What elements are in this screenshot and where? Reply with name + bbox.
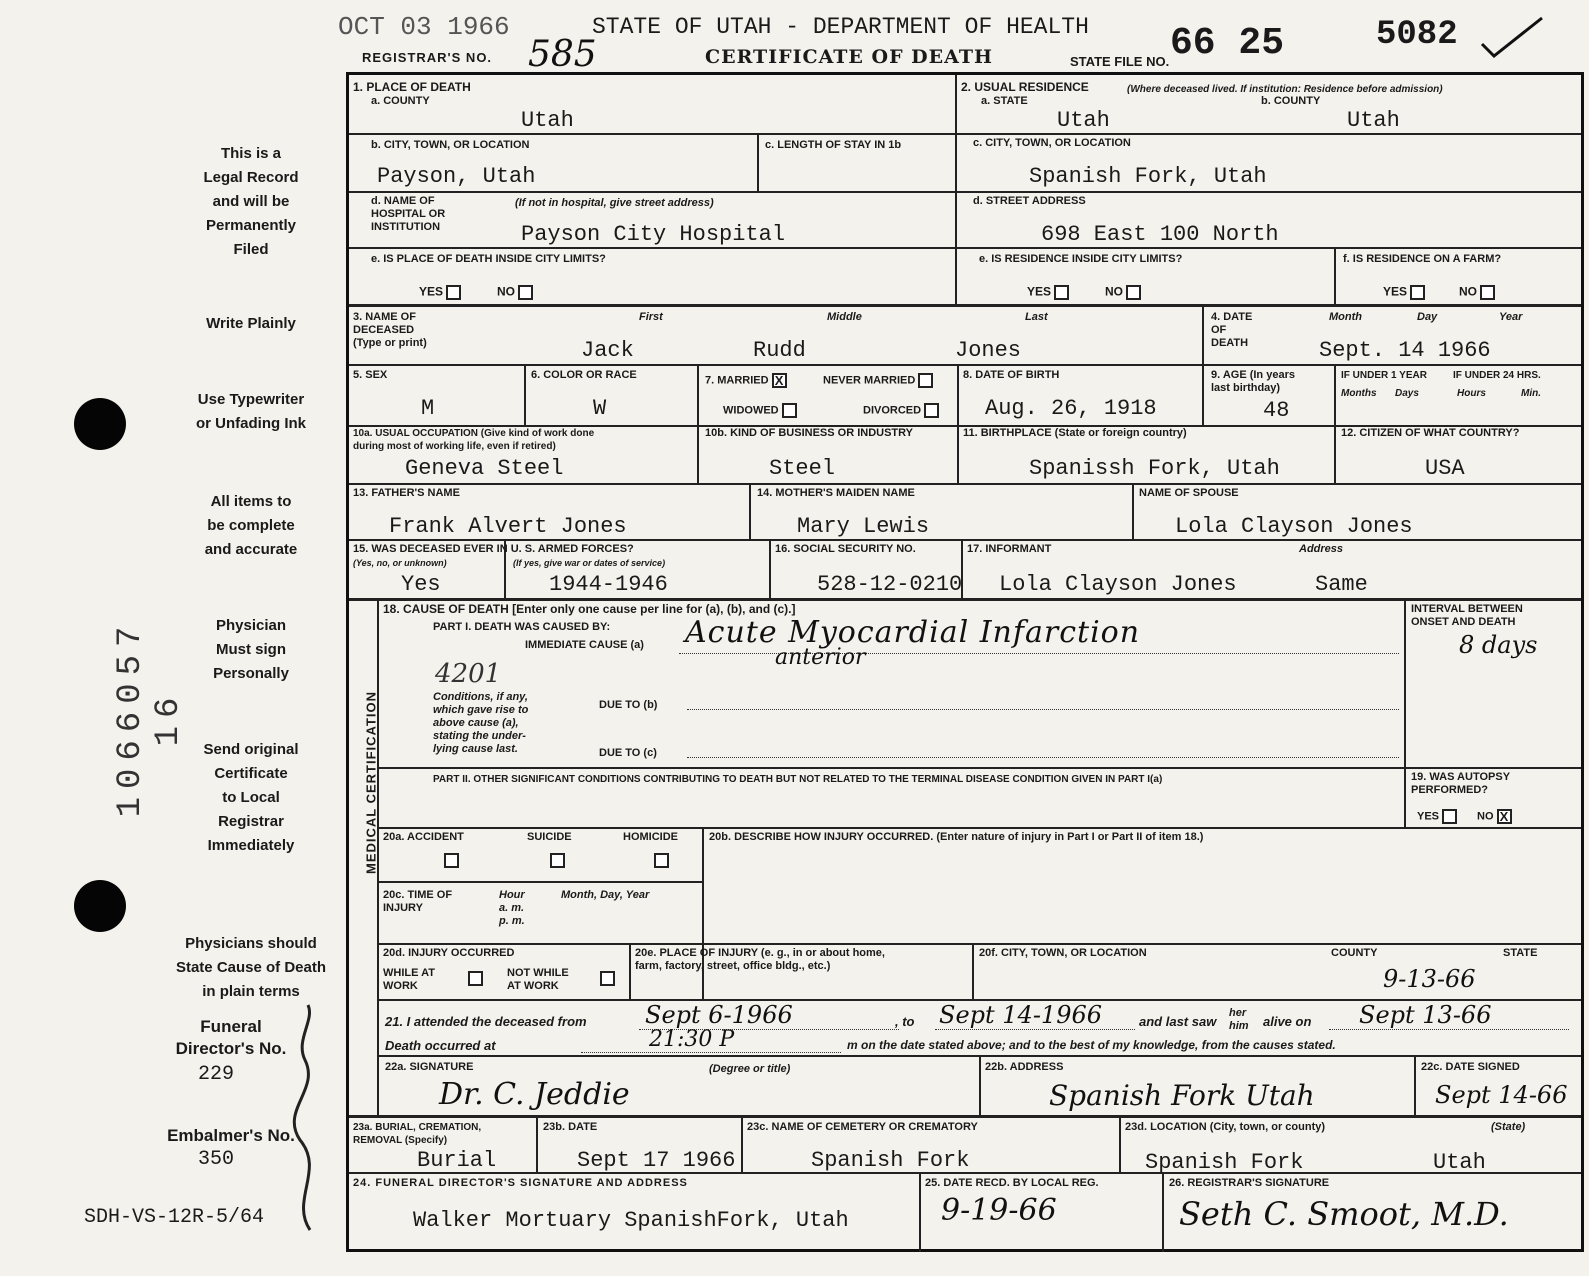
residence-inside-limits-label: e. IS RESIDENCE INSIDE CITY LIMITS? <box>979 253 1183 265</box>
residence-hint: (Where deceased lived. If institution: Residence before admission) <box>1127 84 1443 95</box>
widowed-option[interactable]: WIDOWED <box>723 403 797 418</box>
signature-date-top: 9-13-66 <box>1383 965 1476 993</box>
autopsy-label: 19. WAS AUTOPSY PERFORMED? <box>1411 771 1511 796</box>
accident-checkbox[interactable] <box>444 853 459 868</box>
autopsy-yes[interactable]: YES <box>1417 809 1457 824</box>
death-statement: m on the date stated above; and to the best of my knowledge, from the causes stated. <box>847 1038 1336 1052</box>
service-hint: (If yes, give war or dates of service) <box>513 558 666 568</box>
min-label: Min. <box>1521 388 1541 399</box>
service-dates[interactable]: 1944-1946 <box>549 572 668 597</box>
place-of-injury-label: 20e. PLACE OF INJURY (e. g., in or about home, farm, factory, street, office bldg., etc.) <box>635 947 885 972</box>
armed-forces-label: 15. WAS DECEASED EVER IN U. S. ARMED FORCES? <box>353 543 634 555</box>
residence-state-label: a. STATE <box>981 95 1028 107</box>
registrar-signature-label: 26. REGISTRAR'S SIGNATURE <box>1169 1177 1330 1189</box>
agency-title: STATE OF UTAH - DEPARTMENT OF HEALTH <box>592 14 1089 40</box>
informant-label: 17. INFORMANT <box>967 543 1052 555</box>
hospital-label: d. NAME OF HOSPITAL OR INSTITUTION <box>371 195 446 233</box>
mother-label: 14. MOTHER'S MAIDEN NAME <box>757 487 915 499</box>
embalmer-label: Embalmer's No. <box>167 1126 295 1145</box>
month-day-year-label: Month, Day, Year <box>561 889 650 901</box>
informant-address[interactable]: Same <box>1315 572 1368 597</box>
middle-name-label: Middle <box>827 311 862 323</box>
alive-on-label: alive on <box>1263 1014 1312 1029</box>
race[interactable]: W <box>593 396 607 421</box>
under-24-hrs-label: IF UNDER 24 HRS. <box>1453 370 1541 381</box>
business[interactable]: Steel <box>769 456 836 481</box>
residence-state[interactable]: Utah <box>1057 108 1110 133</box>
interval-label: INTERVAL BETWEEN ONSET AND DEATH <box>1411 603 1523 628</box>
place-of-death-label: 1. PLACE OF DEATH <box>353 80 471 94</box>
residence-county-label: b. COUNTY <box>1261 95 1321 107</box>
punch-hole <box>74 880 126 932</box>
burial-location[interactable]: Spanish Fork <box>1145 1150 1304 1175</box>
attended-label: 21. I attended the deceased from <box>385 1014 587 1029</box>
degree-label: (Degree or title) <box>709 1063 791 1075</box>
farm-no[interactable]: NO <box>1459 285 1495 300</box>
residence-inside-limits-yes[interactable]: YES <box>1027 285 1069 300</box>
armed-forces[interactable]: Yes <box>401 572 441 597</box>
business-label: 10b. KIND OF BUSINESS OR INDUSTRY <box>705 427 914 439</box>
cemetery-label: 23c. NAME OF CEMETERY OR CREMATORY <box>747 1121 978 1133</box>
armed-forces-hint: (Yes, no, or unknown) <box>353 558 447 568</box>
sex[interactable]: M <box>421 396 435 421</box>
not-while-at-work-option[interactable]: NOT WHILE AT WORK <box>507 967 569 992</box>
registrar-no-label: REGISTRAR'S NO. <box>362 50 493 65</box>
part-2-label: PART II. OTHER SIGNIFICANT CONDITIONS CONTRIBUTING TO DEATH BUT NOT RELATED TO THE TERMINAL DISEASE CONDITION GIVEN IN PART I(a) <box>433 774 1163 785</box>
attended-to[interactable]: Sept 14-1966 <box>939 1001 1103 1029</box>
sidebar-legal-note: This is a Legal Record and will be Permanently Filed <box>203 145 299 258</box>
form-title: CERTIFICATE OF DEATH <box>705 46 993 68</box>
funeral-director-label: Funeral Director's No. <box>175 1017 287 1058</box>
certificate-serial: 5082 <box>1376 16 1458 54</box>
first-name-label: First <box>639 311 663 323</box>
spouse-label: NAME OF SPOUSE <box>1139 487 1239 499</box>
father-label: 13. FATHER'S NAME <box>353 487 460 499</box>
medical-certification-label: MEDICAL CERTIFICATION <box>363 691 379 875</box>
to-label: , to <box>895 1014 915 1029</box>
date-received-label: 25. DATE RECD. BY LOCAL REG. <box>925 1177 1099 1189</box>
suicide-label: SUICIDE <box>527 831 572 843</box>
attended-from[interactable]: Sept 6-1966 <box>645 1001 793 1029</box>
never-married-option[interactable]: NEVER MARRIED <box>823 373 933 388</box>
residence-city-label: c. CITY, TOWN, OR LOCATION <box>973 137 1131 149</box>
farm-yes[interactable]: YES <box>1383 285 1425 300</box>
form-code: SDH-VS-12R-5/64 <box>84 1206 265 1229</box>
death-occurred-label: Death occurred at <box>385 1038 496 1053</box>
date-signed-label: 22c. DATE SIGNED <box>1421 1061 1520 1073</box>
not-while-at-work-checkbox[interactable] <box>600 971 615 986</box>
cemetery-name[interactable]: Spanish Fork <box>811 1148 970 1173</box>
death-inside-limits-yes[interactable]: YES <box>419 285 461 300</box>
ssn-label: 16. SOCIAL SECURITY NO. <box>775 543 916 555</box>
suicide-checkbox[interactable] <box>550 853 565 868</box>
month-label: Month <box>1329 311 1362 323</box>
alive-on-date[interactable]: Sept 13-66 <box>1359 1001 1492 1029</box>
sidebar-write-plainly: Write Plainly <box>206 315 296 332</box>
vertical-record-number: 1066057 16 <box>112 618 188 818</box>
check-mark-icon <box>1478 14 1548 60</box>
death-county[interactable]: Utah <box>521 108 574 133</box>
citizen[interactable]: USA <box>1425 456 1465 481</box>
burial-state-label: (State) <box>1491 1121 1526 1133</box>
cause-of-death-label: 18. CAUSE OF DEATH [Enter only one cause per line for (a), (b), and (c).] <box>383 602 796 616</box>
birthplace[interactable]: Spanissh Fork, Utah <box>1029 456 1280 481</box>
street-address-label: d. STREET ADDRESS <box>973 195 1086 207</box>
burial-date-label: 23b. DATE <box>543 1121 598 1133</box>
months-label: Months <box>1341 388 1377 399</box>
burial-state[interactable]: Utah <box>1433 1150 1486 1175</box>
sidebar-send-original: Send original Certificate to Local Registrar Immediately <box>203 741 299 854</box>
physician-address[interactable]: Spanish Fork Utah <box>1049 1079 1315 1112</box>
ssn[interactable]: 528-12-0210 <box>817 572 963 597</box>
immediate-cause-label: IMMEDIATE CAUSE (a) <box>525 639 644 651</box>
funeral-director-signature-label: 24. FUNERAL DIRECTOR'S SIGNATURE AND ADDRESS <box>353 1177 688 1189</box>
sidebar-cause-note: Physicians should State Cause of Death in plain terms <box>175 935 327 1000</box>
birthplace-label: 11. BIRTHPLACE (State or foreign country) <box>963 427 1187 439</box>
injury-county-label: COUNTY <box>1331 947 1378 959</box>
first-name[interactable]: Jack <box>581 338 634 363</box>
interval[interactable]: 8 days <box>1459 631 1538 659</box>
residence-inside-limits-no[interactable]: NO <box>1105 285 1141 300</box>
under-1-year-label: IF UNDER 1 YEAR <box>1341 370 1427 381</box>
father-name[interactable]: Frank Alvert Jones <box>389 514 627 539</box>
residence-county[interactable]: Utah <box>1347 108 1400 133</box>
embalmer-no: 350 <box>198 1148 235 1171</box>
occupation[interactable]: Geneva Steel <box>405 456 564 481</box>
disposition-method[interactable]: Burial <box>417 1148 497 1173</box>
state-file-label: STATE FILE NO. <box>1070 54 1170 69</box>
informant-name[interactable]: Lola Clayson Jones <box>999 572 1237 597</box>
usual-residence-label: 2. USUAL RESIDENCE <box>961 80 1089 94</box>
homicide-label: HOMICIDE <box>623 831 678 843</box>
disposition-label: 23a. BURIAL, CREMATION, REMOVAL (Specify) <box>353 1122 482 1146</box>
last-name-label: Last <box>1025 311 1048 323</box>
homicide-checkbox[interactable] <box>654 853 669 868</box>
received-date-stamp: OCT 03 1966 <box>338 12 510 42</box>
immediate-cause-secondary[interactable]: anterior <box>775 645 866 670</box>
sex-label: 5. SEX <box>353 369 388 381</box>
funeral-director[interactable]: Walker Mortuary SpanishFork, Utah <box>413 1208 849 1233</box>
conditions-note: Conditions, if any, which gave rise to above cause (a), stating the under- lying cause last. <box>433 691 529 755</box>
cause-code: 4201 <box>435 659 502 689</box>
physician-signature[interactable]: Dr. C. Jeddie <box>439 1077 630 1112</box>
occupation-label: 10a. USUAL OCCUPATION (Give kind of work done during most of working life, even if retired) <box>353 428 595 452</box>
burial-date[interactable]: Sept 17 1966 <box>577 1148 736 1173</box>
residence-city[interactable]: Spanish Fork, Utah <box>1029 164 1267 189</box>
hour-label: Hour a. m. p. m. <box>499 889 525 927</box>
sidebar-physician-note: Physician Must sign Personally <box>213 617 289 682</box>
registrar-signature[interactable]: Seth C. Smoot, M.D. <box>1179 1195 1509 1233</box>
year-label: Year <box>1499 311 1523 323</box>
middle-name[interactable]: Rudd <box>753 338 806 363</box>
sidebar-typewriter-note: Use Typewriter or Unfading Ink <box>196 391 306 432</box>
injury-occurred-label: 20d. INJURY OCCURRED <box>383 947 515 959</box>
while-at-work-option[interactable]: WHILE AT WORK <box>383 967 435 992</box>
accident-label: 20a. ACCIDENT <box>383 831 464 843</box>
date-of-death[interactable]: Sept. 14 1966 <box>1319 338 1491 363</box>
her-him-label: her him <box>1229 1007 1249 1032</box>
injury-city-label: 20f. CITY, TOWN, OR LOCATION <box>979 947 1147 959</box>
deceased-name-label: 3. NAME OF DECEASED (Type or print) <box>353 311 427 349</box>
birth-date-label: 8. DATE OF BIRTH <box>963 369 1060 381</box>
inside-city-limits-label: e. IS PLACE OF DEATH INSIDE CITY LIMITS? <box>371 253 606 265</box>
last-name[interactable]: Jones <box>955 338 1022 363</box>
death-time[interactable]: 21:30 P <box>649 1027 735 1052</box>
hospital-name[interactable]: Payson City Hospital <box>521 222 786 247</box>
age-label: 9. AGE (In years last birthday) <box>1211 369 1295 394</box>
physician-address-label: 22b. ADDRESS <box>985 1061 1064 1073</box>
part-1-label: PART I. DEATH WAS CAUSED BY: <box>433 621 611 633</box>
date-of-death-label: 4. DATE OF DEATH <box>1211 311 1253 349</box>
mother-name[interactable]: Mary Lewis <box>797 514 930 539</box>
state-file-no: 66 25 <box>1170 22 1285 65</box>
farm-label: f. IS RESIDENCE ON A FARM? <box>1343 253 1502 265</box>
married-option[interactable]: 7. MARRIED X <box>705 373 787 388</box>
citizen-label: 12. CITIZEN OF WHAT COUNTRY? <box>1341 427 1520 439</box>
spouse-name[interactable]: Lola Clayson Jones <box>1175 514 1413 539</box>
length-of-stay-label: c. LENGTH OF STAY IN 1b <box>765 139 902 151</box>
county-label: a. COUNTY <box>371 95 430 107</box>
birth-date[interactable]: Aug. 26, 1918 <box>985 396 1157 421</box>
informant-address-label: Address <box>1299 543 1344 555</box>
date-received[interactable]: 9-19-66 <box>941 1193 1057 1228</box>
race-label: 6. COLOR OR RACE <box>531 369 637 381</box>
sidebar-complete-note: All items to be complete and accurate <box>204 493 298 558</box>
day-label: Day <box>1417 311 1438 323</box>
hospital-hint: (If not in hospital, give street address) <box>515 197 714 209</box>
immediate-cause[interactable]: Acute Myocardial Infarction <box>685 615 1141 650</box>
burial-location-label: 23d. LOCATION (City, town, or county) <box>1125 1121 1326 1133</box>
time-of-injury-label: 20c. TIME OF INJURY <box>383 889 453 914</box>
registrar-no: 585 <box>528 34 597 75</box>
injury-description-label: 20b. DESCRIBE HOW INJURY OCCURRED. (Enter nature of injury in Part I or Part II of item 18.) <box>709 831 1204 843</box>
due-to-c-label: DUE TO (c) <box>599 747 657 759</box>
hours-label: Hours <box>1457 388 1486 399</box>
days-label: Days <box>1395 388 1419 399</box>
last-saw-label: and last saw <box>1139 1014 1217 1029</box>
signature-label: 22a. SIGNATURE <box>385 1061 474 1073</box>
due-to-b-label: DUE TO (b) <box>599 699 658 711</box>
autopsy-no[interactable]: NO X <box>1477 809 1512 824</box>
death-city[interactable]: Payson, Utah <box>377 164 536 189</box>
age[interactable]: 48 <box>1263 398 1290 423</box>
injury-state-label: STATE <box>1503 947 1538 959</box>
while-at-work-checkbox[interactable] <box>468 971 483 986</box>
margin-signature-scrawl <box>270 1000 340 1240</box>
punch-hole <box>74 398 126 450</box>
death-city-label: b. CITY, TOWN, OR LOCATION <box>371 139 530 151</box>
date-signed[interactable]: Sept 14-66 <box>1435 1081 1568 1109</box>
certificate-form <box>346 72 1584 1252</box>
death-inside-limits-no[interactable]: NO <box>497 285 533 300</box>
divorced-option[interactable]: DIVORCED <box>863 403 939 418</box>
funeral-director-no: 229 <box>198 1063 235 1086</box>
residence-street[interactable]: 698 East 100 North <box>1041 222 1279 247</box>
